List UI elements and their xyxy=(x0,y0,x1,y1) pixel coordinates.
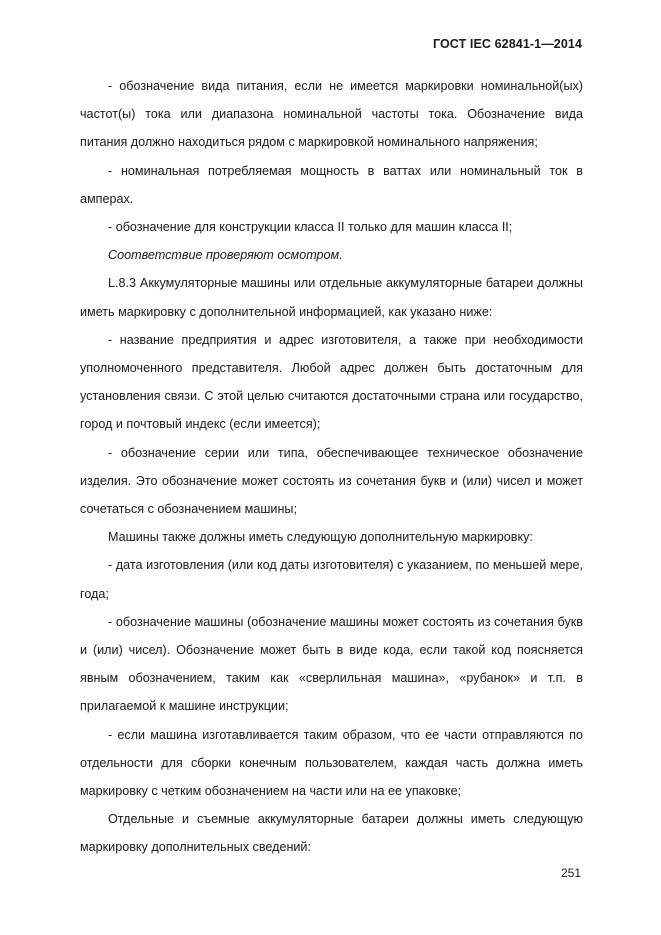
document-body xyxy=(80,72,583,862)
paragraph-series-type: - обозначение серии или типа, обеспечивающее техническое обозначение изделия. Это обозначение может состоять из сочетания букв и (или) чисел и может сочетаться с обозначением машины; xyxy=(80,445,583,517)
paragraph-class-ii: - обозначение для конструкции класса II только для машин класса II; xyxy=(108,220,513,235)
paragraph-manufacturer-address: - название предприятия и адрес изготовителя, а также при необходимости уполномоченного представителя. Любой адрес должен быть достаточным для установления связи. С этой целью считаются достаточными страна или государство, город и почтовый индекс (если имеется); xyxy=(80,332,583,432)
paragraph-l83-intro: L.8.3 Аккумуляторные машины или отдельные аккумуляторные батареи должны иметь маркировку с дополнительной информацией, как указано ниже: xyxy=(80,276,583,319)
paragraph-compliance-check: Соответствие проверяют осмотром. xyxy=(108,248,343,263)
paragraph-separate-parts: - если машина изготавливается таким образом, что ее части отправляются по отдельности для сборки конечным пользователем, каждая часть должна иметь маркировку с четким обозначением на части или на ее упаковке; xyxy=(80,727,583,799)
document-header: ГОСТ IEC 62841-1—2014 xyxy=(432,37,582,51)
paragraph-machine-designation: - обозначение машины (обозначение машины может состоять из сочетания букв и (или) чисел). Обозначение может быть в виде кода, если такой код поясняется явным обозначением, таким как «сверлильная машина», «рубанок» и т.п. в прилагаемой к машине инструкции; xyxy=(80,614,583,714)
paragraph-additional-marking: Машины также должны иметь следующую дополнительную маркировку: xyxy=(108,530,533,545)
paragraph-power-type: - обозначение вида питания, если не имеется маркировки номинальной(ых) частот(ы) тока или диапазона номинальной частоты тока. Обозначение вида питания должно находиться рядом с маркировкой номинального напряжения; xyxy=(80,79,583,150)
page-number: 251 xyxy=(560,866,581,880)
paragraph-rated-power: - номинальная потребляемая мощность в ваттах или номинальный ток в амперах. xyxy=(80,163,583,206)
paragraph-manufacture-date: - дата изготовления (или код даты изготовителя) с указанием, по меньшей мере, года; xyxy=(80,558,583,601)
paragraph-removable-batteries: Отдельные и съемные аккумуляторные батареи должны иметь следующую маркировку дополнительных сведений: xyxy=(80,812,583,855)
